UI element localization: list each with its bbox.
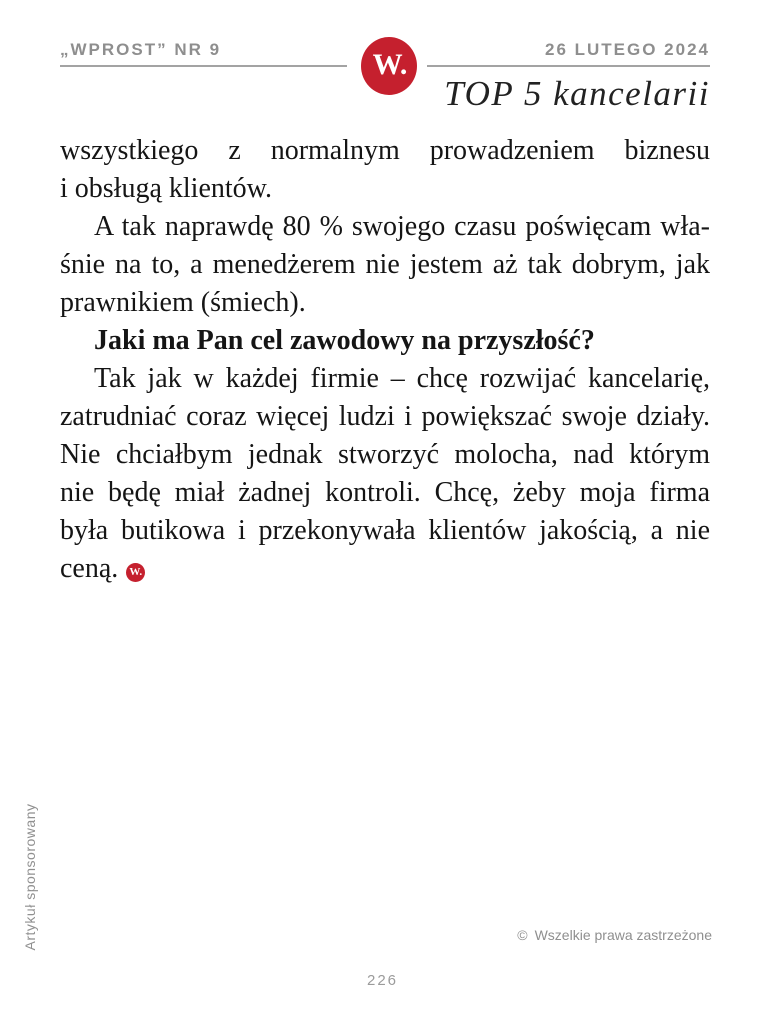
header-rule-left xyxy=(60,65,347,67)
article-body xyxy=(60,132,710,588)
article-line: śnie na to, a menedżerem nie jestem aż tak dobrym, jak xyxy=(60,249,710,280)
wprost-logo-icon xyxy=(361,37,417,95)
article-line: prawnikiem (śmiech). xyxy=(60,287,306,318)
article-line: nie będę miał żadnej kontroli. Chcę, żeby moja firma xyxy=(60,477,710,508)
article-line: zatrudniać coraz więcej ludzi i powiększać swoje działy. xyxy=(60,401,710,432)
article-paragraph xyxy=(60,360,710,588)
page-number: 226 xyxy=(366,972,399,989)
article-paragraph xyxy=(60,322,710,360)
article-line: wszystkiego z normalnym prowadzeniem biznesu xyxy=(60,135,710,166)
magazine-issue-label: „WPROST” NR 9 xyxy=(60,40,222,59)
article-line: A tak naprawdę 80 % swojego czasu poświęcam wła- xyxy=(94,211,710,242)
article-paragraph xyxy=(60,208,710,322)
copyright-notice xyxy=(517,927,712,943)
end-of-article-mark-icon: W. xyxy=(126,563,145,582)
sponsored-article-label: Artykuł sponsorowany xyxy=(22,803,38,951)
article-line: Nie chciałbym jednak stworzyć molocha, nad którym xyxy=(60,439,710,470)
header-rule-right xyxy=(427,65,710,67)
copyright-symbol: © xyxy=(517,927,528,943)
article-line: była butikowa i przekonywała klientów jakością, a nie xyxy=(60,515,710,546)
article-line: Jaki ma Pan cel zawodowy na przyszłość? xyxy=(94,325,595,356)
issue-date-label: 26 LUTEGO 2024 xyxy=(544,40,710,59)
section-title: TOP 5 kancelarii xyxy=(444,74,710,113)
article-paragraph xyxy=(60,132,710,208)
wprost-logo-letter: W. xyxy=(372,47,408,81)
article-line: i obsługą klientów. xyxy=(60,173,273,204)
article-line: Tak jak w każdej firmie – chcę rozwijać kancelarię, xyxy=(94,363,710,394)
article-line: ceną. W. xyxy=(60,550,710,588)
copyright-text: Wszelkie prawa zastrzeżone xyxy=(534,927,712,943)
